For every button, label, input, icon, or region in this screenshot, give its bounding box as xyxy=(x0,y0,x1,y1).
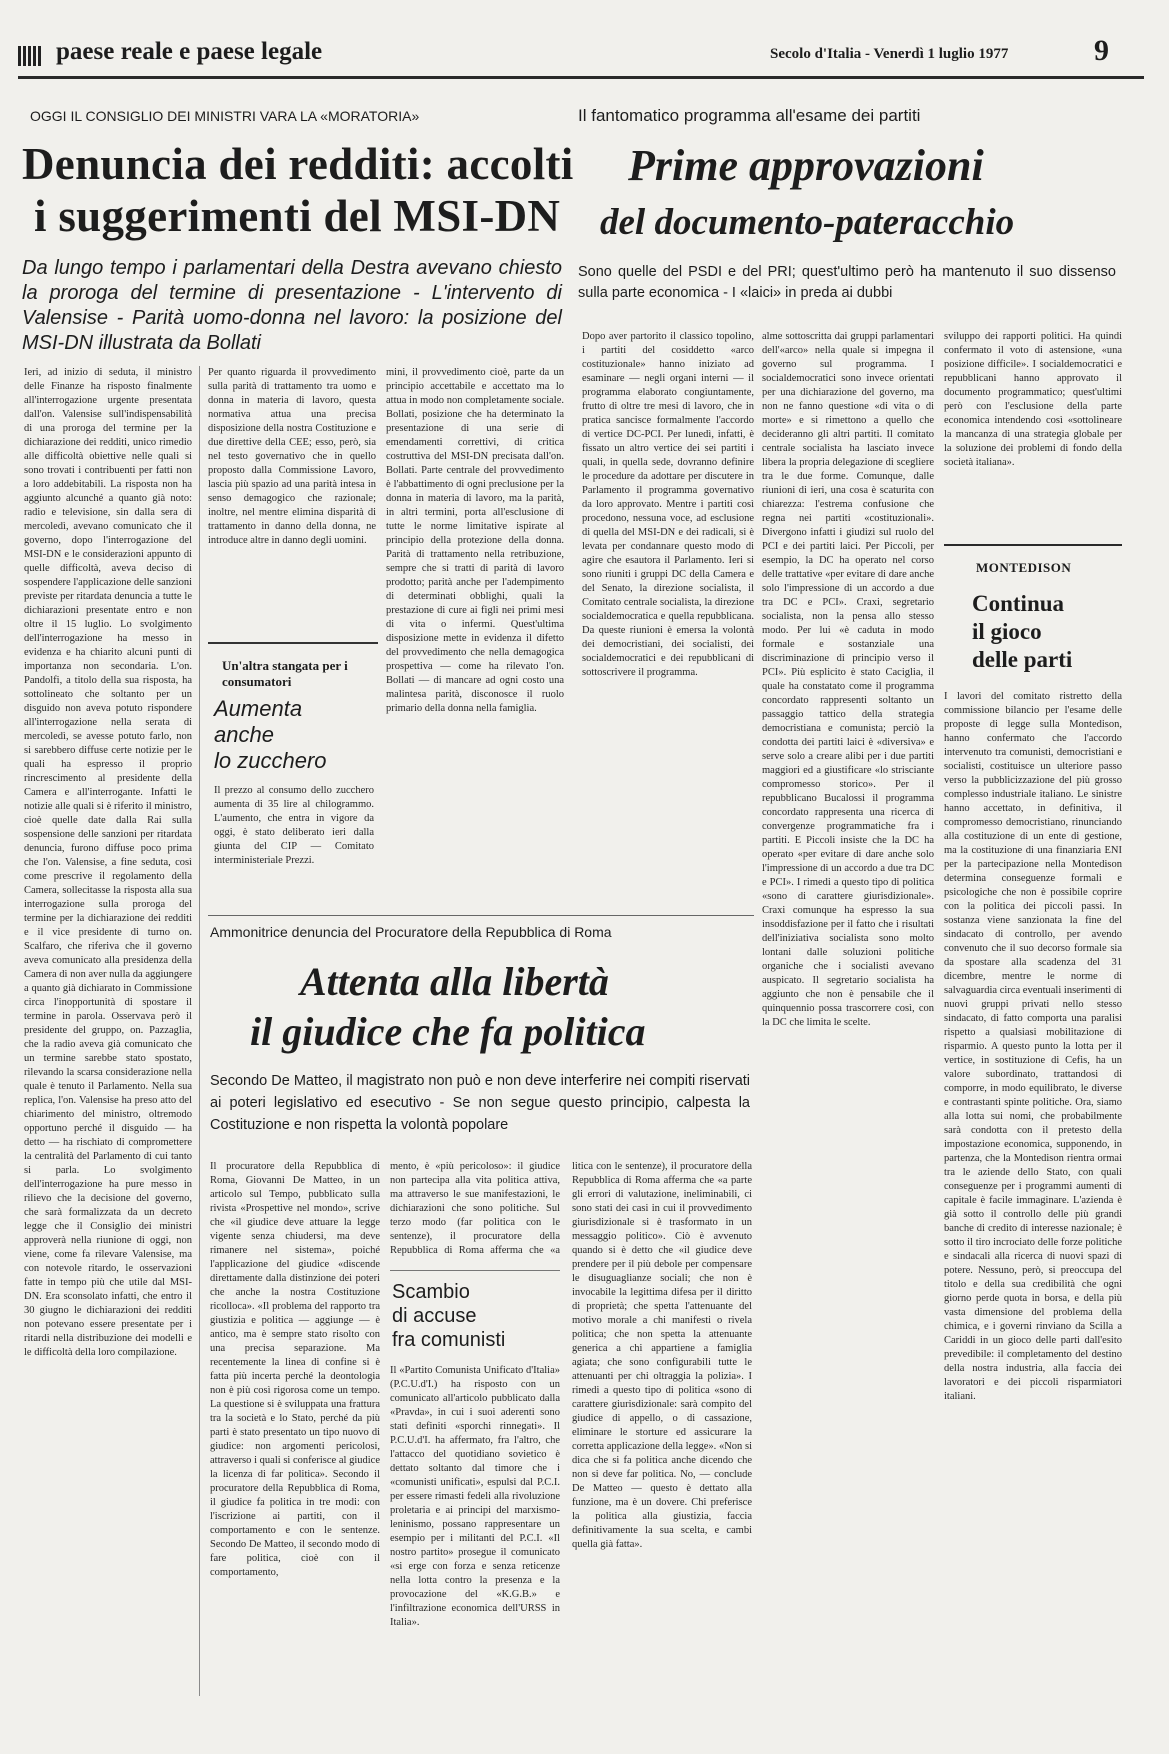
bottom-article-col2: mento, è «più pericoloso»: il giudice non partecipa alla vita politica attiva, ma attraverso le sue manifestazioni, le dichiarazioni che sono politiche. Sul terzo modo (far politica con le sentenze), il procuratore della Repubblica di Roma afferma che «a xyxy=(390,1161,560,1256)
bottom-headline-line1: Attenta alla libertà xyxy=(300,959,609,1004)
right-headline-line1: Prime approvazioni xyxy=(628,141,984,190)
montedison-title-1: Continua xyxy=(972,591,1065,616)
bottom-kicker: Ammonitrice denuncia del Procuratore della Repubblica di Roma xyxy=(210,924,612,940)
scambio-title-1: Scambio xyxy=(392,1281,470,1303)
scambio-title-3: fra comunisti xyxy=(392,1329,506,1351)
left-kicker: OGGI IL CONSIGLIO DEI MINISTRI VARA LA «MORATORIA» xyxy=(30,108,420,124)
bottom-article-col1: Il procuratore della Repubblica di Roma, Giovanni De Matteo, in un articolo sul Tempo, pubblicato sulla rivista «Prospettive nel mondo», scrive che «il giudice deve attuare la legge vigente senza chiudersi, ma deve rimanere nel sistema», poiché l'applicazione del giudice «discende direttamente dalla distinzione dei poteri che anche la nostra Costituzione ricolloca». «Il problema del rapporto tra giustizia e politica — aggiunge — è antico, ma è sempre stato risolto con una precisa separazione. Ma recentemente la linea di confine si è fatta più incerta perché la deontologia non è più così rigorosa come un tempo. La questione si è sviluppata una frattura tra la società e lo Stato, perché da più parti è stato presentato un tipo nuovo di giudice: non argomenti pericolosi, attraverso i quali si conferisce al giudice la licenza di far politica». Secondo il procuratore della Repubblica di Roma, il giudice fa politica in tre modi: con l'iscrizione ai partiti, con il comportamento e con le sentenze. Secondo De Matteo, il secondo modo di fare politica, cioè con il comportamento, xyxy=(210,1161,380,1578)
section-title: paese reale e paese legale xyxy=(56,38,323,65)
bottom-story-rule xyxy=(208,915,754,916)
right-article-col1: Dopo aver partorito il classico topolino, i partiti del cosiddetto «arco costituzionale» hanno iniziato ad esaminare — negli organi interni — il programma elaborato congiuntamente, frutto di oltre tre mesi di lavoro, che in pratica sancisce formalmente l'accordo di vertice DC-PCI. Per lunedì, infatti, è fissato un altro vertice dei sei partiti i quali, in quella sede, dovranno definire le procedure da adottare per discutere in Parlamento il programma governativo da loro approvato. Mentre i partiti così procedono, nessuna voce, ad esclusione di quella del MSI-DN e dei radicali, si è levata per condannare questo modo di agire che esautora il Parlamento. Ieri si sono riuniti i gruppi DC della Camera e del Senato, la direzione socialista, il Comitato centrale socialista, la direzione socialdemocratica e quella repubblicana. Da queste riunioni è emersa la volontà dei democristiani, dei socialisti, dei socialdemocratici e dei repubblicani di sottoscrivere il programma. xyxy=(582,331,754,678)
montedison-title-2: il gioco xyxy=(972,619,1042,644)
left-headline-line2: i suggerimenti del MSI-DN xyxy=(34,191,561,241)
sugar-box xyxy=(208,642,378,909)
montedison-title-3: delle parti xyxy=(972,647,1073,672)
column-rule xyxy=(199,366,200,1696)
sugar-body: Il prezzo al consumo dello zucchero aumenta di 35 lire al chilogrammo. L'aumento, che entra in vigore da oggi, è stato deliberato ieri dalla giunta del CIP — Comitato interministeriale Prezzi. xyxy=(214,785,374,866)
montedison-kicker: MONTEDISON xyxy=(976,560,1072,575)
right-article-col2: alme sottoscritta dai gruppi parlamentari dell'«arco» nella quale si impegna il governo sul programma. I socialdemocratici sono invece orientati per una dichiarazione del governo, ma non ne fanno questione «di vita o di morte» e si rimettono a quello che decideranno gli altri partiti. Il comitato centrale socialista ha lasciato invece libera la propria delegazione di scegliere tra le due forme. Comunque, dalle riunioni di ieri, una cosa è scaturita con chiarezza: l'estrema confusione che regna nei partiti «costituzionali». Divergono infatti i giudizi sul ruolo del PCI e dei partiti laici. Per Piccoli, per esempio, la DC ha operato nel corso delle trattative «per evitare di dare anche solo l'impressione di un accordo a due tra DC e PCI». Craxi, segretario socialista, non la pensa allo stesso modo. Per lui «è caduta in modo formale e sostanziale una discriminazione di principio verso il PCI». Più esplicito è stato Caciglia, il quale ha constatato come il programma concordato rappresenti soltanto un passaggio tattico della strategia democristiana e comunista; perciò la condotta dei partiti laici è «diversiva» e serve solo a creare alibi per i due partiti maggiori ed a giustificare «lo strisciante compromesso storico». Per il repubblicano Bucalossi il programma concordato rappresenta una ricerca di convergenze programmatiche fra i partiti. E Piccoli insiste che la DC ha operato «per evitare di dare anche solo l'impressione di un accordo a due tra DC e PCI». I rimedi a questo tipo di politica «sono di carattere giurisdizionale». Craxi comunque ha espresso la sua insoddisfazione per il fatto che i risultati dell'iniziativa socialista sono molto lontani dalle soluzioni politiche organiche che i socialisti avevano auspicato. Il segretario socialista ha aggiunto che non è pensabile che il quinquennio possa trascorrere così, con la DC che limita le scelte. xyxy=(762,331,934,1028)
masthead-rule xyxy=(18,76,1144,79)
right-headline-line2: del documento-pateracchio xyxy=(600,202,1015,243)
bottom-headline-line2: il giudice che fa politica xyxy=(250,1009,646,1054)
scambio-rule xyxy=(390,1270,560,1271)
right-summary: Sono quelle del PSDI e del PRI; quest'ultimo però ha mantenuto il suo dissenso sulla parte economica - I «laici» in preda ai dubbi xyxy=(578,264,1116,301)
sugar-title-1: Aumenta xyxy=(214,696,303,721)
sugar-kicker: Un'altra stangata per i consumatori xyxy=(222,658,348,689)
left-article-col2: Per quanto riguarda il provvedimento sulla parità di trattamento tra uomo e donna in materia di lavoro, questa normativa attua una precisa disposizione della nostra Costituzione e due direttive della CEE; esso, però, sia nel testo governativo che in quello proposto dalla Commissione Lavoro, lascia più spazio ad una parità intesa in senso demagogico che razionale; inoltre, nel mentre elimina disparità di trattamento in danno della donna, ne introduce altre in danno degli uomini. xyxy=(208,367,376,546)
right-kicker: Il fantomatico programma all'esame dei partiti xyxy=(578,106,921,125)
section-bars-icon xyxy=(18,46,42,66)
right-article-col3: sviluppo dei rapporti politici. Ha quindi confermato il voto di astensione, «una posizione difficile». I socialdemocratici e repubblicani hanno approvato il documento programmatico; quest'ultimi però con l'esclusione della parte economica intendendo così «sottolineare la mancanza di una strategia globale per la soluzione dei problemi di fondo della società italiana». xyxy=(944,331,1122,468)
sugar-title-3: lo zucchero xyxy=(214,748,327,773)
left-summary: Da lungo tempo i parlamentari della Destra avevano chiesto la proroga del termine di presentazione - L'intervento di Valensise - Parità uomo-donna nel lavoro: la posizione del MSI-DN illustrata da Bollati xyxy=(22,257,562,354)
left-headline-line1: Denuncia dei redditi: accolti xyxy=(22,139,574,189)
montedison-rule xyxy=(944,544,1122,546)
scambio-body: Il «Partito Comunista Unificato d'Italia» (P.C.U.d'I.) ha risposto con un comunicato all'articolo pubblicato dalla «Pravda», in cui i suoi aderenti sono stati definiti «sporchi rinnegati». Il P.C.U.d'I. ha affermato, fra l'altro, che l'attacco del quotidiano sovietico è dettato soltanto dal timore che i «comunisti unificati», espulsi dal P.C.I. per essere rimasti fedeli alla rivoluzione proletaria e ai principi del marxismo-leninismo, possano rappresentare un esempio per i militanti del P.C.I. «Il nostro partito» prosegue il comunicato «si erge con forza e senza reticenze nella lotta contro la presenza e la provocazione del «K.G.B.» e l'infiltrazione economica dell'URSS in Italia». xyxy=(390,1365,560,1628)
left-article-col3: mini, il provvedimento cioè, parte da un principio accettabile e accettato ma lo attua in modo non completamente sociale. Bollati, posizione che ha determinato la presentazione di una serie di emendamenti correttivi, di critica costruttiva del MSI-DN precisata dall'on. Bollati. Parte centrale del provvedimento è l'abbattimento di ogni preclusione per la donna in materia di lavoro, ma la parità, in altri termini, porta all'esclusione di tutte le norme limitative ispirate al principio della protezione della donna. Parità di trattamento nella retribuzione, sempre che si tratti di parità di lavoro prodotto; parità anche per l'adempimento di determinati obblighi, quali la prestazione di cure ai figli nei primi mesi di vita o infermi. Quest'ultima disposizione mette in evidenza il difetto del provvedimento che nella demagogica prospettiva — come ha rilevato l'on. Bollati — di mancare ad ogni costo una malintesa parità, disconosce il ruolo primario della donna nella famiglia. xyxy=(386,367,564,714)
page-number: 9 xyxy=(1094,34,1109,67)
montedison-body: I lavori del comitato ristretto della commissione bilancio per l'esame delle proposte di legge sulla Montedison, hanno confermato che l'accordo intervenuto tra comunisti, democristiani e socialisti, costituisce un ulteriore passo verso la pubblicizzazione del più grosso complesso industriale italiano. Le sinistre hanno accettato, in definitiva, il compromesso democristiano, rinunciando alla costituzione di un ente di gestione, ma la costituzione di una finanziaria ENI per la partecipazione nella Montedison determina conseguenze formali e psicologiche che non è possibile coprire con la politica dei piccoli passi. In sostanza viene sanzionata la fine del sindacato di controllo, per avendo convenuto che il suo decorso formale sia da spostare alla scadenza del 31 dicembre, mentre le norme di salvaguardia circa eventuali inserimenti di nuovi gruppi privati nello stesso sindacato, di fatto comporta una paralisi rispetto a qualsiasi mobilitazione di risparmio. A questo punto la lotta per il vertice, in sostituzione di Cefis, ha un valore subordinato, trattandosi di comporre, in modo equilibrato, le diverse e contrastanti spinte politiche. Ora, siamo alla lotta sui nomi, che probabilmente sarà condotta con il pretesto della impostazione economica, supponendo, in partenza, che la Montedison rientra ormai tra le aziende dello Stato, con quali conseguenze per i programmi aumenti di capitale è facile immaginare. L'azienda è già sotto il controllo delle più grandi banche di credito di interesse nazionale; è sotto il tiro incrociato delle forze politiche e sindacali alla ricerca di nuovi spazi di potere. Nessuno, però, si preoccupa del titolo e della sua credibilità che ogni giorno perde quota in borsa, e della più vasta dimensione del problema della chimica, e i governi rinviano da Scilla a Cariddi in un gioco delle parti dall'esito prevedibile: il completamento del destino della nostra industria, alla faccia dei lavoratori e dei piccoli risparmiatori italiani. xyxy=(944,691,1122,1402)
paper-date: Secolo d'Italia - Venerdì 1 luglio 1977 xyxy=(770,46,1009,62)
left-article-col1: Ieri, ad inizio di seduta, il ministro delle Finanze ha risposto finalmente all'interrogazione urgente presentata dall'on. Valensise sull'indispensabilità di una proroga del termine per la dichiarazione dei redditi, unico rimedio alle difficoltà obiettive nelle quali si sono trovati i contribuenti per fatti non a loro addebitabili. La risposta non ha aggiunto alcunché a quanto già noto: radio e televisione, sin dalla sera di mercoledì, avevano comunicato che il governo, dopo l'interrogazione del MSI-DN e le considerazioni appunto di quelle difficoltà, aveva deciso di sospendere l'applicazione delle sanzioni previste per ritardata denuncia a tutte le dichiarazioni presentate entro e non oltre il 15 luglio. Lo svolgimento dell'interrogazione ha messo in evidenza e ha chiarito alcuni punti di importanza non secondaria. L'on. Pandolfi, a titolo della sua risposta, ha sottolineato che soltanto per un disguido non aveva potuto rispondere all'interrogazione nella serata di mercoledì, se avesse potuto farlo, non si sarebbero diffuse certe notizie per le quali ha espresso il proprio rincrescimento al presidente della Camera e all'interrogante. Infatti le notizie alle quali si è riferito il ministro, cioè quelle date dalla Rai sulla sospensione delle sanzioni per ritardata denuncia, furono diffuse poco prima che l'on. Valensise, a fine seduta, così come prescrive il regolamento della Camera, sollecitasse la risposta alla sua interrogazione sulla proroga del termine per la dichiarazione dei redditi e il vice presidente di turno on. Scalfaro, che riferiva che il governo aveva comunicato alla presidenza della Camera di non aver nulla da aggiungere a quanto già dichiarato in Commissione circa l'inopportunità di spostare il termine in parola. Osservava però il presidente del gruppo, on. Pazzaglia, che la radio aveva già comunicato che un termine sarebbe stato spostato, rilevando la scarsa considerazione nella quale è tenuto il Parlamento. Nella sua replica, l'on. Valensise ha preso atto del chiarimento del ministro, oltremodo opportuno perché il disguido — ha detto — ha rischiato di compromettere la centralità del Parlamento di cui tanto si parla. Lo svolgimento dell'interrogazione ha pure messo in rilievo che la decisione del governo, che sarà formalizzata da un decreto legge che il Consiglio dei ministri approverà nella riunione di oggi, non viene, come fa rilevare Valensise, ma con notevole ritardo, le osservazioni fatte in tempo più che utile dal MSI-DN. Era sconsolato infatti, che entro il 30 giugno le dichiarazioni dei redditi non potevano essere presentate per i ritardi nella distribuzione dei modelli e le difficoltà della loro compilazione. xyxy=(24,367,192,1358)
bottom-article-col3: litica con le sentenze), il procuratore della Repubblica di Roma afferma che «a parte gli errori di valutazione, ineliminabili, ci sono stati dei casi in cui il provvedimento giurisdizionale si è trasformato in un messaggio politico». Ciò è avvenuto quando si è detto che «il giudice deve prendere per il più debole per compensare le disuguaglianze sociali; che non è invocabile la legittima difesa per il diritto di proprietà; che spetta l'attenuante del motivo morale a chi manifesti o rivela politica; che non spetta la attenuante generica a chi appartiene a famiglia agiata; che sono configurabili tutte le attenuanti per chi oltraggia la polizia». I rimedi a questo tipo di politica «sono di carattere giurisdizionale: sarà compito del giudice di appello, o di cassazione, eliminare le storture ed assicurare la corretta applicazione della legge». «Non si dica che si fa politica anche dicendo che non si deve far politica. No, — conclude De Matteo — questo è dettato alla funzione, ma è un dovere. Chi preferisce la politica alla giustizia, faccia definitivamente la sua scelta, e cambi quella già fatta». xyxy=(572,1161,752,1550)
scambio-title-2: di accuse xyxy=(392,1305,477,1327)
sugar-title-2: anche xyxy=(214,722,274,747)
bottom-summary: Secondo De Matteo, il magistrato non può e non deve interferire nei compiti riservati ai poteri legislativo ed esecutivo - Se non segue questo principio, calpesta la Costituzione e non rispetta la volontà popolare xyxy=(210,1073,751,1133)
